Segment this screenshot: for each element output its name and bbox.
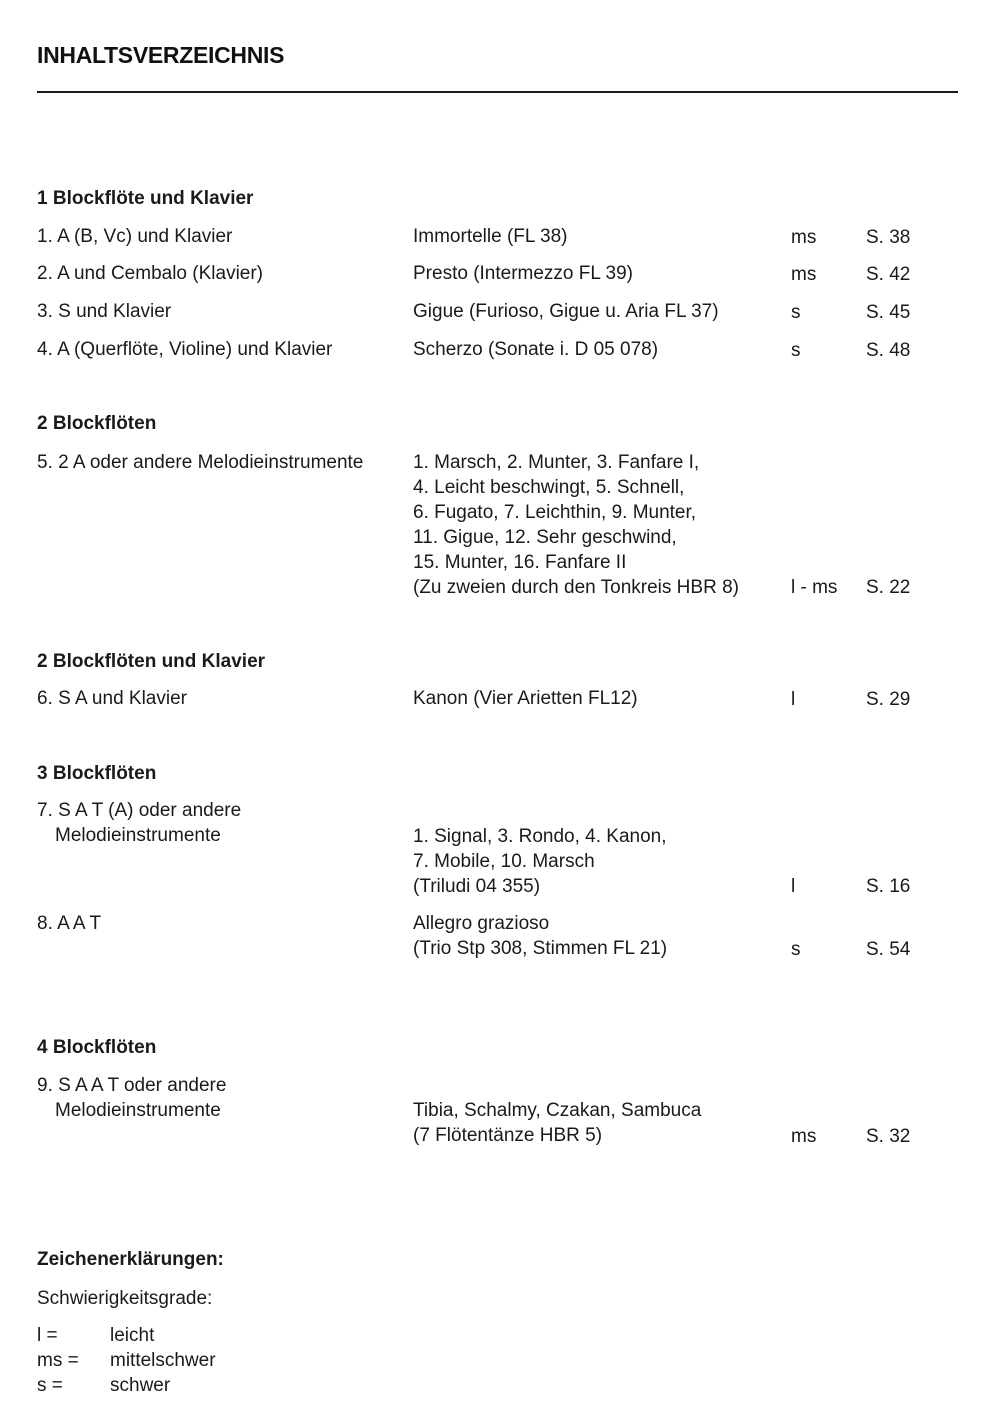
entry-grade: ms bbox=[791, 264, 817, 285]
legend-subheading: Schwierigkeitsgrade: bbox=[37, 1288, 213, 1309]
instrument-line: Melodieinstrumente bbox=[55, 1100, 221, 1121]
piece-line: Allegro grazioso bbox=[413, 913, 550, 934]
legend-heading: Zeichenerklärungen: bbox=[37, 1249, 224, 1270]
entry-piece: Presto (Intermezzo FL 39) bbox=[413, 263, 633, 284]
piece-line: 1. Marsch, 2. Munter, 3. Fanfare I, bbox=[413, 452, 700, 473]
section-heading: 1 Blockflöte und Klavier bbox=[37, 188, 254, 209]
entry-grade: s bbox=[791, 939, 801, 960]
piece-line: Tibia, Schalmy, Czakan, Sambuca bbox=[413, 1100, 702, 1121]
piece-line: 15. Munter, 16. Fanfare II bbox=[413, 552, 627, 573]
legend-key: s = bbox=[37, 1375, 63, 1396]
entry-piece bbox=[413, 450, 739, 600]
section-heading: 3 Blockflöten bbox=[37, 763, 157, 784]
legend-value: schwer bbox=[110, 1375, 171, 1396]
entry-grade: l bbox=[791, 876, 796, 897]
entry-instrument bbox=[37, 1073, 226, 1123]
page-title: INHALTSVERZEICHNIS bbox=[37, 42, 285, 68]
entry-piece bbox=[413, 911, 667, 961]
legend-key: l = bbox=[37, 1325, 58, 1346]
entry-piece: Immortelle (FL 38) bbox=[413, 226, 568, 247]
entry-piece bbox=[413, 824, 667, 899]
entry-page: S. 48 bbox=[866, 340, 911, 361]
entry-page: S. 54 bbox=[866, 939, 911, 960]
piece-line: (Triludi 04 355) bbox=[413, 876, 541, 897]
piece-line: 4. Leicht beschwingt, 5. Schnell, bbox=[413, 477, 685, 498]
piece-line: (Zu zweien durch den Tonkreis HBR 8) bbox=[413, 577, 739, 598]
title-divider bbox=[37, 91, 958, 93]
piece-line: 7. Mobile, 10. Marsch bbox=[413, 851, 595, 872]
entry-page: S. 29 bbox=[866, 689, 911, 710]
section-heading: 2 Blockflöten und Klavier bbox=[37, 651, 266, 672]
entry-instrument: 2. A und Cembalo (Klavier) bbox=[37, 263, 264, 284]
entry-instrument: 4. A (Querflöte, Violine) und Klavier bbox=[37, 339, 333, 360]
instrument-line: 7. S A T (A) oder andere bbox=[37, 800, 242, 821]
entry-page: S. 22 bbox=[866, 577, 911, 598]
entry-grade: ms bbox=[791, 1126, 817, 1147]
entry-piece bbox=[413, 1098, 701, 1148]
entry-instrument: 6. S A und Klavier bbox=[37, 688, 187, 709]
entry-instrument: 1. A (B, Vc) und Klavier bbox=[37, 226, 233, 247]
entry-instrument: 8. A A T bbox=[37, 913, 102, 934]
piece-line: (7 Flötentänze HBR 5) bbox=[413, 1125, 603, 1146]
entry-page: S. 42 bbox=[866, 264, 911, 285]
entry-piece: Scherzo (Sonate i. D 05 078) bbox=[413, 339, 659, 360]
instrument-line: Melodieinstrumente bbox=[55, 825, 221, 846]
piece-line: (Trio Stp 308, Stimmen FL 21) bbox=[413, 938, 668, 959]
entry-page: S. 45 bbox=[866, 302, 911, 323]
entry-page: S. 38 bbox=[866, 227, 911, 248]
entry-grade: s bbox=[791, 340, 801, 361]
legend-key: ms = bbox=[37, 1350, 79, 1371]
entry-instrument bbox=[37, 798, 241, 848]
entry-grade: s bbox=[791, 302, 801, 323]
entry-piece: Gigue (Furioso, Gigue u. Aria FL 37) bbox=[413, 301, 719, 322]
piece-line: 6. Fugato, 7. Leichthin, 9. Munter, bbox=[413, 502, 697, 523]
instrument-line: 9. S A A T oder andere bbox=[37, 1075, 227, 1096]
entry-grade: ms bbox=[791, 227, 817, 248]
section-heading: 2 Blockflöten bbox=[37, 413, 157, 434]
legend-value: mittelschwer bbox=[110, 1350, 216, 1371]
section-heading: 4 Blockflöten bbox=[37, 1037, 157, 1058]
entry-page: S. 16 bbox=[866, 876, 911, 897]
legend-value: leicht bbox=[110, 1325, 155, 1346]
piece-line: 1. Signal, 3. Rondo, 4. Kanon, bbox=[413, 826, 667, 847]
piece-line: 11. Gigue, 12. Sehr geschwind, bbox=[413, 527, 677, 548]
entry-instrument: 5. 2 A oder andere Melodieinstrumente bbox=[37, 452, 364, 473]
entry-page: S. 32 bbox=[866, 1126, 911, 1147]
entry-grade: l - ms bbox=[791, 577, 838, 598]
entry-instrument: 3. S und Klavier bbox=[37, 301, 172, 322]
entry-grade: l bbox=[791, 689, 796, 710]
entry-piece: Kanon (Vier Arietten FL12) bbox=[413, 688, 638, 709]
